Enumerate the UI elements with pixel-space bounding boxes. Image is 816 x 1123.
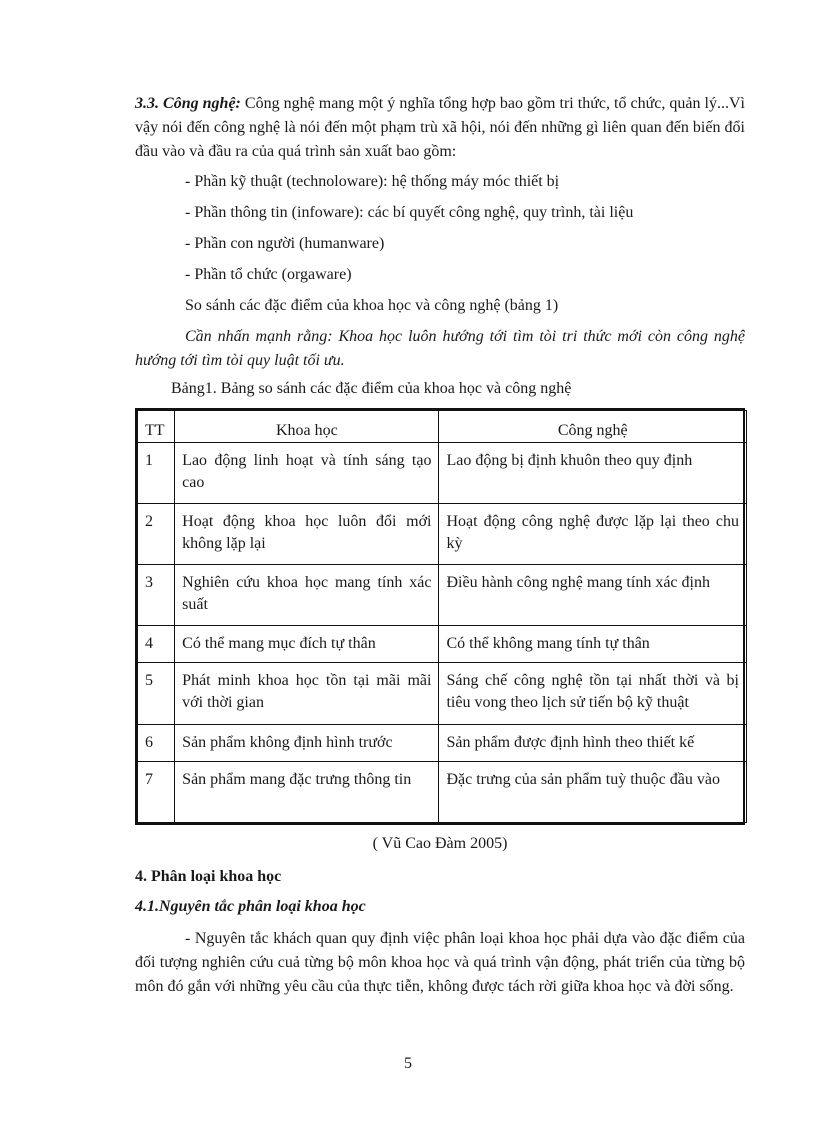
cell-cong-nghe: Hoạt động công nghệ được lặp lại theo chu kỳ [439, 504, 747, 565]
header-khoa-hoc: Khoa học [175, 411, 439, 443]
cell-khoa-hoc: Sản phẩm không định hình trước [175, 725, 439, 762]
section-3-3-body: Công nghệ mang một ý nghĩa tổng hợp bao gồm tri thức, tổ chức, quản lý...Vì vậy nói đến công nghệ là nói đến một phạm trù xã hội, nói đến những gì liên quan đến biến đổi đầu vào và đầu ra của quá trình sản xuất bao gồm: [135, 95, 746, 160]
cell-khoa-hoc: Có thể mang mục đích tự thân [175, 626, 439, 663]
list-item: - Phần tổ chức (orgaware) [185, 266, 352, 283]
cell-cong-nghe: Sản phẩm được định hình theo thiết kế [439, 725, 747, 762]
cell-tt: 4 [138, 626, 175, 663]
table-row [138, 663, 747, 725]
cell-tt: 2 [138, 504, 175, 565]
section-3-3-heading: 3.3. Công nghệ: [135, 95, 241, 112]
cell-tt: 1 [138, 443, 175, 504]
table-row [138, 725, 747, 762]
table-header-row [138, 411, 747, 443]
compare-sentence: So sánh các đặc điểm của khoa học và công nghệ (bảng 1) [185, 297, 559, 314]
cell-tt: 3 [138, 565, 175, 626]
list-item: - Phần kỹ thuật (technoloware): hệ thống máy móc thiết bị [185, 173, 560, 190]
table-source: ( Vũ Cao Đàm 2005) [372, 835, 508, 852]
cell-cong-nghe: Có thể không mang tính tự thân [439, 626, 747, 663]
cell-khoa-hoc: Sản phẩm mang đặc trưng thông tin [175, 762, 439, 823]
emphasis-paragraph: Cần nhấn mạnh rằng: Khoa học luôn hướng tới tìm tòi tri thức mới còn công nghệ hướng tới tìm tòi quy luật tối ưu. [135, 328, 745, 369]
table-row [138, 504, 747, 565]
section-4-1-heading: 4.1.Nguyên tắc phân loại khoa học [135, 898, 366, 915]
cell-tt: 5 [138, 663, 175, 725]
table-row [138, 762, 747, 823]
page-content [135, 92, 745, 999]
cell-tt: 6 [138, 725, 175, 762]
table-row [138, 626, 747, 663]
header-tt: TT [138, 411, 175, 443]
cell-tt: 7 [138, 762, 175, 823]
table-caption: Bảng1. Bảng so sánh các đặc điểm của khoa học và công nghệ [171, 380, 572, 397]
section-4-heading: 4. Phân loại khoa học [135, 868, 282, 885]
section-3-3-paragraph [135, 92, 745, 164]
cell-khoa-hoc: Hoạt động khoa học luôn đổi mới không lặp lại [175, 504, 439, 565]
cell-cong-nghe: Lao động bị định khuôn theo quy định [439, 443, 747, 504]
section-4-1-body: - Nguyên tắc khách quan quy định việc phân loại khoa học phải dựa vào đặc điểm của đối tượng nghiên cứu cuả từng bộ môn khoa học và quá trình vận động, phát triển của từng bộ môn đó gắn với những yêu cầu của thực tiễn, không được tách rời giữa khoa học và đời sống. [135, 930, 745, 995]
comparison-table-frame [135, 408, 745, 825]
list-item: - Phần thông tin (infoware): các bí quyết công nghệ, quy trình, tài liệu [185, 204, 634, 221]
table-row [138, 443, 747, 504]
page-number: 5 [404, 1055, 412, 1072]
header-cong-nghe: Công nghệ [439, 411, 747, 443]
list-item: - Phần con người (humanware) [185, 235, 385, 252]
table-row [138, 565, 747, 626]
comparison-table [137, 410, 747, 823]
cell-khoa-hoc: Phát minh khoa học tồn tại mãi mãi với thời gian [175, 663, 439, 725]
cell-khoa-hoc: Lao động linh hoạt và tính sáng tạo cao [175, 443, 439, 504]
cell-cong-nghe: Điều hành công nghệ mang tính xác định [439, 565, 747, 626]
cell-cong-nghe: Đặc trưng của sản phẩm tuỳ thuộc đầu vào [439, 762, 747, 823]
cell-khoa-hoc: Nghiên cứu khoa học mang tính xác suất [175, 565, 439, 626]
cell-cong-nghe: Sáng chế công nghệ tồn tại nhất thời và bị tiêu vong theo lịch sử tiến bộ kỹ thuật [439, 663, 747, 725]
